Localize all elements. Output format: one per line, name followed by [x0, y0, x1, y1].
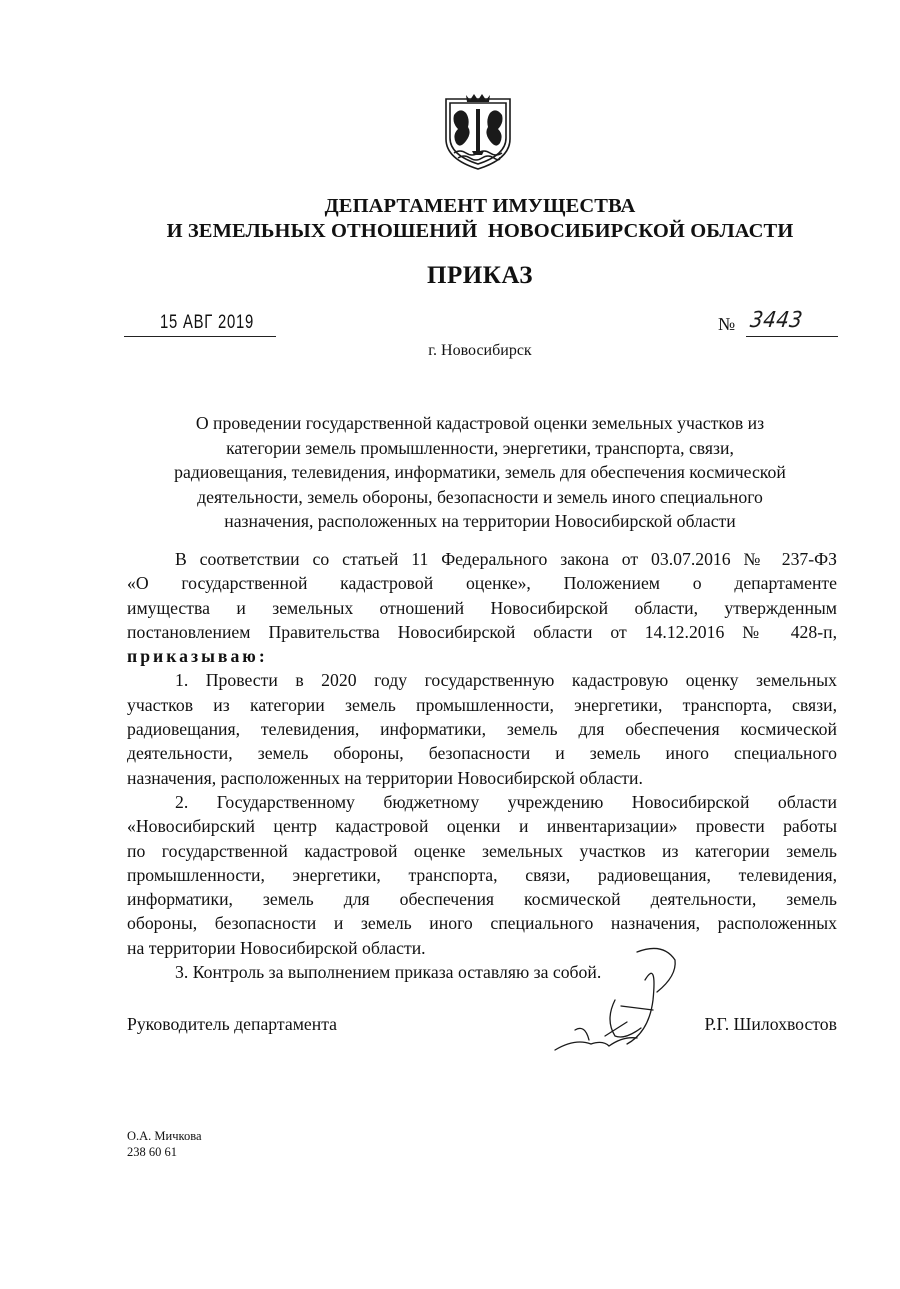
item-2-line: промышленности, энергетики, транспорта, связи, радиовещания, телевидения, [127, 864, 837, 885]
preamble-line: В соответствии со статьей 11 Федерального закона от 03.07.2016 № 237-ФЗ [175, 549, 837, 569]
item-2-line: «Новосибирский центр кадастровой оценки и инвентаризации» провести работы [127, 816, 837, 837]
signer-name: Р.Г. Шилохвостов [704, 1014, 837, 1034]
department-line-2: И ЗЕМЕЛЬНЫХ ОТНОШЕНИЙ НОВОСИБИРСКОЙ ОБЛАСТИ [166, 220, 794, 242]
order-date: 15 АВГ 2019 [160, 312, 255, 333]
coat-of-arms-icon [440, 93, 516, 171]
signer-role: Руководитель департамента [127, 1014, 338, 1034]
item-3-line: 3. Контроль за выполнением приказа оставляю за собой. [175, 962, 602, 983]
subject-line: деятельности, земель обороны, безопасности и земель иного специального [197, 486, 763, 507]
number-underline [746, 336, 838, 337]
handwritten-signature-icon [545, 940, 685, 1065]
document-type-title: ПРИКАЗ [427, 262, 533, 289]
item-2-line: информатики, земель для обеспечения космической деятельности, земель [127, 889, 837, 910]
order-subject [110, 411, 850, 534]
order-word: приказываю: [127, 646, 268, 667]
order-number: 3443 [748, 308, 805, 333]
item-1-line: назначения, расположенных на территории Новосибирской области. [127, 767, 643, 788]
subject-line: О проведении государственной кадастровой оценки земельных участков из [195, 413, 765, 433]
item-2-line: 2. Государственному бюджетному учреждению Новосибирской области [175, 791, 837, 812]
item-1-line: радиовещания, телевидения, информатики, земель для обеспечения космической [127, 719, 837, 740]
executor-info [127, 1128, 202, 1160]
subject-line: радиовещания, телевидения, информатики, земель для обеспечения космической [174, 462, 786, 482]
preamble-line: «О государственной кадастровой оценке», Положением о департаменте [127, 573, 837, 594]
item-2-line: на территории Новосибирской области. [127, 937, 426, 958]
item-2-line: по государственной кадастровой оценке земельных участков из категории земель [127, 840, 837, 861]
city: г. Новосибирск [428, 342, 532, 359]
executor-phone: 238 60 61 [127, 1145, 177, 1159]
department-line-1: ДЕПАРТАМЕНТ ИМУЩЕСТВА [324, 195, 636, 217]
order-body [127, 547, 837, 984]
item-2-line: обороны, безопасности и земель иного специального назначения, расположенных [127, 913, 837, 934]
preamble-line: имущества и земельных отношений Новосибирской области, утвержденным [127, 597, 837, 618]
order-number-field [718, 310, 838, 336]
preamble-line: постановлением Правительства Новосибирской области от 14.12.2016 № 428-п, [127, 621, 837, 642]
item-1-line: участков из категории земель промышленности, энергетики, транспорта, связи, [127, 694, 837, 715]
subject-line: назначения, расположенных на территории Новосибирской области [224, 511, 736, 531]
order-date-field [124, 312, 276, 337]
item-1-line: 1. Провести в 2020 году государственную кадастровую оценку земельных [175, 670, 837, 691]
item-1-line: деятельности, земель обороны, безопасности и земель иного специального [127, 743, 837, 764]
subject-line: категории земель промышленности, энергетики, транспорта, связи, [226, 437, 734, 458]
department-name [100, 194, 860, 244]
executor-name: О.А. Мичкова [127, 1129, 202, 1143]
number-sign: № [718, 314, 736, 334]
